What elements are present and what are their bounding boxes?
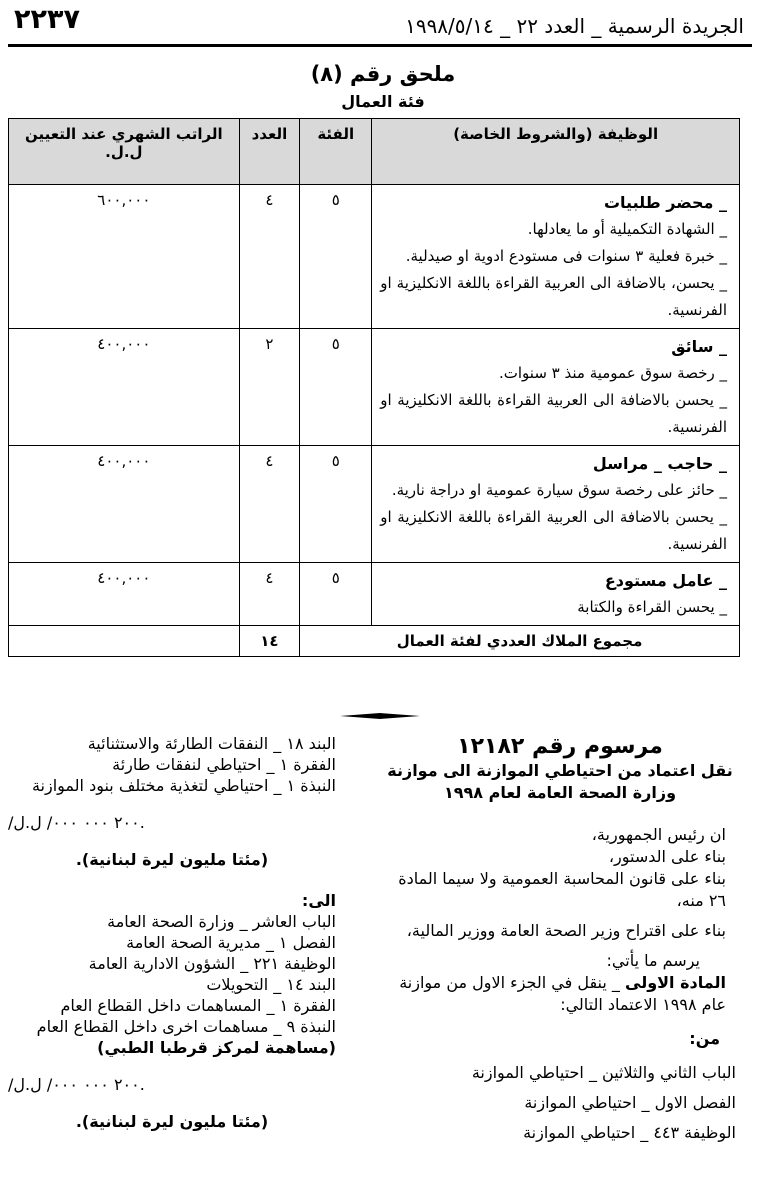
header-salary: الراتب الشهري عند التعيين ل.ل. bbox=[9, 119, 240, 185]
annex-category: فئة العمال bbox=[341, 92, 425, 111]
budget-line: النبذة ١ _ احتياطي لتغذية مختلف بنود الموازنة bbox=[31, 776, 336, 795]
table-row bbox=[9, 185, 740, 329]
job-title: _ عامل مستودع bbox=[604, 571, 727, 590]
amount-figures: /٢٠٠ ٠٠٠ ٠٠٠/ ل.ل. bbox=[8, 1075, 145, 1094]
amount-words: (مئتا مليون ليرة لبنانية). bbox=[75, 850, 269, 869]
job-cell bbox=[372, 329, 740, 446]
decree-subtitle-line: نقل اعتماد من احتياطي الموازنة الى موازنة bbox=[387, 761, 733, 780]
budget-line: البند ١٤ _ التحويلات bbox=[206, 975, 336, 994]
salary-cell: ٤٠٠,٠٠٠ bbox=[9, 563, 240, 626]
total-salary-empty bbox=[9, 626, 240, 657]
job-condition: _ يحسن بالاضافة الى العربية القراءة باللغة الانكليزية او الفرنسية. bbox=[380, 391, 727, 436]
transfer-column bbox=[8, 733, 336, 1132]
jobs-table bbox=[8, 118, 740, 657]
table-row bbox=[9, 329, 740, 446]
budget-line: البند ١٨ _ النفقات الطارئة والاستثنائية bbox=[87, 734, 336, 753]
job-condition: _ خبرة فعلية ٣ سنوات فى مستودع ادوية او صيدلية. bbox=[405, 247, 727, 265]
job-condition: _ حائز على رخصة سوق سيارة عمومية او دراجة نارية. bbox=[391, 481, 727, 499]
decree-subtitle bbox=[380, 760, 740, 804]
category-cell: ٥ bbox=[300, 185, 372, 329]
category-cell: ٥ bbox=[300, 329, 372, 446]
job-condition: _ الشهادة التكميلية أو ما يعادلها. bbox=[527, 220, 727, 238]
job-title: _ حاجب _ مراسل bbox=[592, 454, 727, 473]
count-cell: ٤ bbox=[239, 185, 299, 329]
budget-line: الفقرة ١ _ احتياطي لنفقات طارئة bbox=[112, 755, 336, 774]
table-total-row bbox=[9, 626, 740, 657]
budget-line: الفقرة ١ _ المساهمات داخل القطاع العام bbox=[60, 996, 336, 1015]
category-cell: ٥ bbox=[300, 446, 372, 563]
count-cell: ٢ bbox=[239, 329, 299, 446]
decree-enact: يرسم ما يأتي: bbox=[606, 951, 700, 970]
budget-line: النبذة ٩ _ مساهمات اخرى داخل القطاع العام bbox=[36, 1017, 336, 1036]
article-text: _ ينقل في الجزء الاول من موازنة عام ١٩٩٨ الاعتماد التالي: bbox=[399, 973, 726, 1014]
job-title: _ سائق bbox=[671, 337, 727, 356]
to-label: الى: bbox=[301, 891, 336, 910]
category-cell: ٥ bbox=[300, 563, 372, 626]
from-line: الوظيفة ٤٤٣ _ احتياطي الموازنة bbox=[523, 1123, 736, 1142]
from-line: الفصل الاول _ احتياطي الموازنة bbox=[524, 1093, 736, 1112]
job-condition: _ يحسن القراءة والكتابة bbox=[577, 598, 727, 616]
header-rule bbox=[8, 44, 752, 47]
section-divider bbox=[340, 711, 420, 721]
salary-cell: ٤٠٠,٠٠٠ bbox=[9, 329, 240, 446]
decree-paragraph: ان رئيس الجمهورية، bbox=[591, 825, 726, 844]
header-count: العدد bbox=[239, 119, 299, 185]
header-job: الوظيفة (والشروط الخاصة) bbox=[372, 119, 740, 185]
decree-subtitle-line: وزارة الصحة العامة لعام ١٩٩٨ bbox=[443, 783, 677, 802]
decree-article bbox=[380, 972, 740, 1016]
annex-title: ملحق رقم (٨) bbox=[310, 62, 456, 86]
from-label: من: bbox=[689, 1029, 720, 1048]
decree-paragraph: بناء على اقتراح وزير الصحة العامة ووزير المالية، bbox=[406, 921, 726, 940]
decree-column bbox=[380, 730, 740, 1148]
table-row bbox=[9, 563, 740, 626]
amount-words: (مئتا مليون ليرة لبنانية). bbox=[75, 1112, 269, 1131]
count-cell: ٤ bbox=[239, 446, 299, 563]
job-condition: _ يحسن، بالاضافة الى العربية القراءة باللغة الانكليزية او الفرنسية. bbox=[380, 274, 727, 319]
job-condition: _ رخصة سوق عمومية منذ ٣ سنوات. bbox=[498, 364, 727, 382]
table-row bbox=[9, 446, 740, 563]
job-cell bbox=[372, 185, 740, 329]
article-label: المادة الاولى bbox=[625, 973, 726, 992]
job-cell bbox=[372, 446, 740, 563]
decree-paragraph: بناء على قانون المحاسبة العمومية ولا سيما المادة ٢٦ منه، bbox=[398, 869, 726, 910]
budget-line: الباب العاشر _ وزارة الصحة العامة bbox=[107, 912, 336, 931]
from-line: الباب الثاني والثلاثين _ احتياطي الموازنة bbox=[471, 1063, 736, 1082]
amount-figures: /٢٠٠ ٠٠٠ ٠٠٠/ ل.ل. bbox=[8, 813, 145, 832]
budget-line: الفصل ١ _ مديرية الصحة العامة bbox=[126, 933, 336, 952]
decree-title: مرسوم رقم ١٢١٨٢ bbox=[457, 734, 663, 759]
table-header-row bbox=[9, 119, 740, 185]
job-title: _ محضر طلبيات bbox=[603, 193, 727, 212]
contribution-note: (مساهمة لمركز قرطبا الطبي) bbox=[97, 1038, 336, 1057]
salary-cell: ٤٠٠,٠٠٠ bbox=[9, 446, 240, 563]
gazette-header-title: الجريدة الرسمية _ العدد ٢٢ _ ١٩٩٨/٥/١٤ bbox=[405, 14, 744, 38]
total-label: مجموع الملاك العددي لفئة العمال bbox=[300, 626, 740, 657]
job-condition: _ يحسن بالاضافة الى العربية القراءة باللغة الانكليزية او الفرنسية. bbox=[380, 508, 727, 553]
job-cell bbox=[372, 563, 740, 626]
page-number: ٢٢٣٧ bbox=[14, 4, 80, 35]
salary-cell: ٦٠٠,٠٠٠ bbox=[9, 185, 240, 329]
budget-line: الوظيفة ٢٢١ _ الشؤون الادارية العامة bbox=[88, 954, 336, 973]
total-count: ١٤ bbox=[239, 626, 299, 657]
header-category: الفئة bbox=[300, 119, 372, 185]
decree-paragraph: بناء على الدستور، bbox=[608, 847, 726, 866]
count-cell: ٤ bbox=[239, 563, 299, 626]
